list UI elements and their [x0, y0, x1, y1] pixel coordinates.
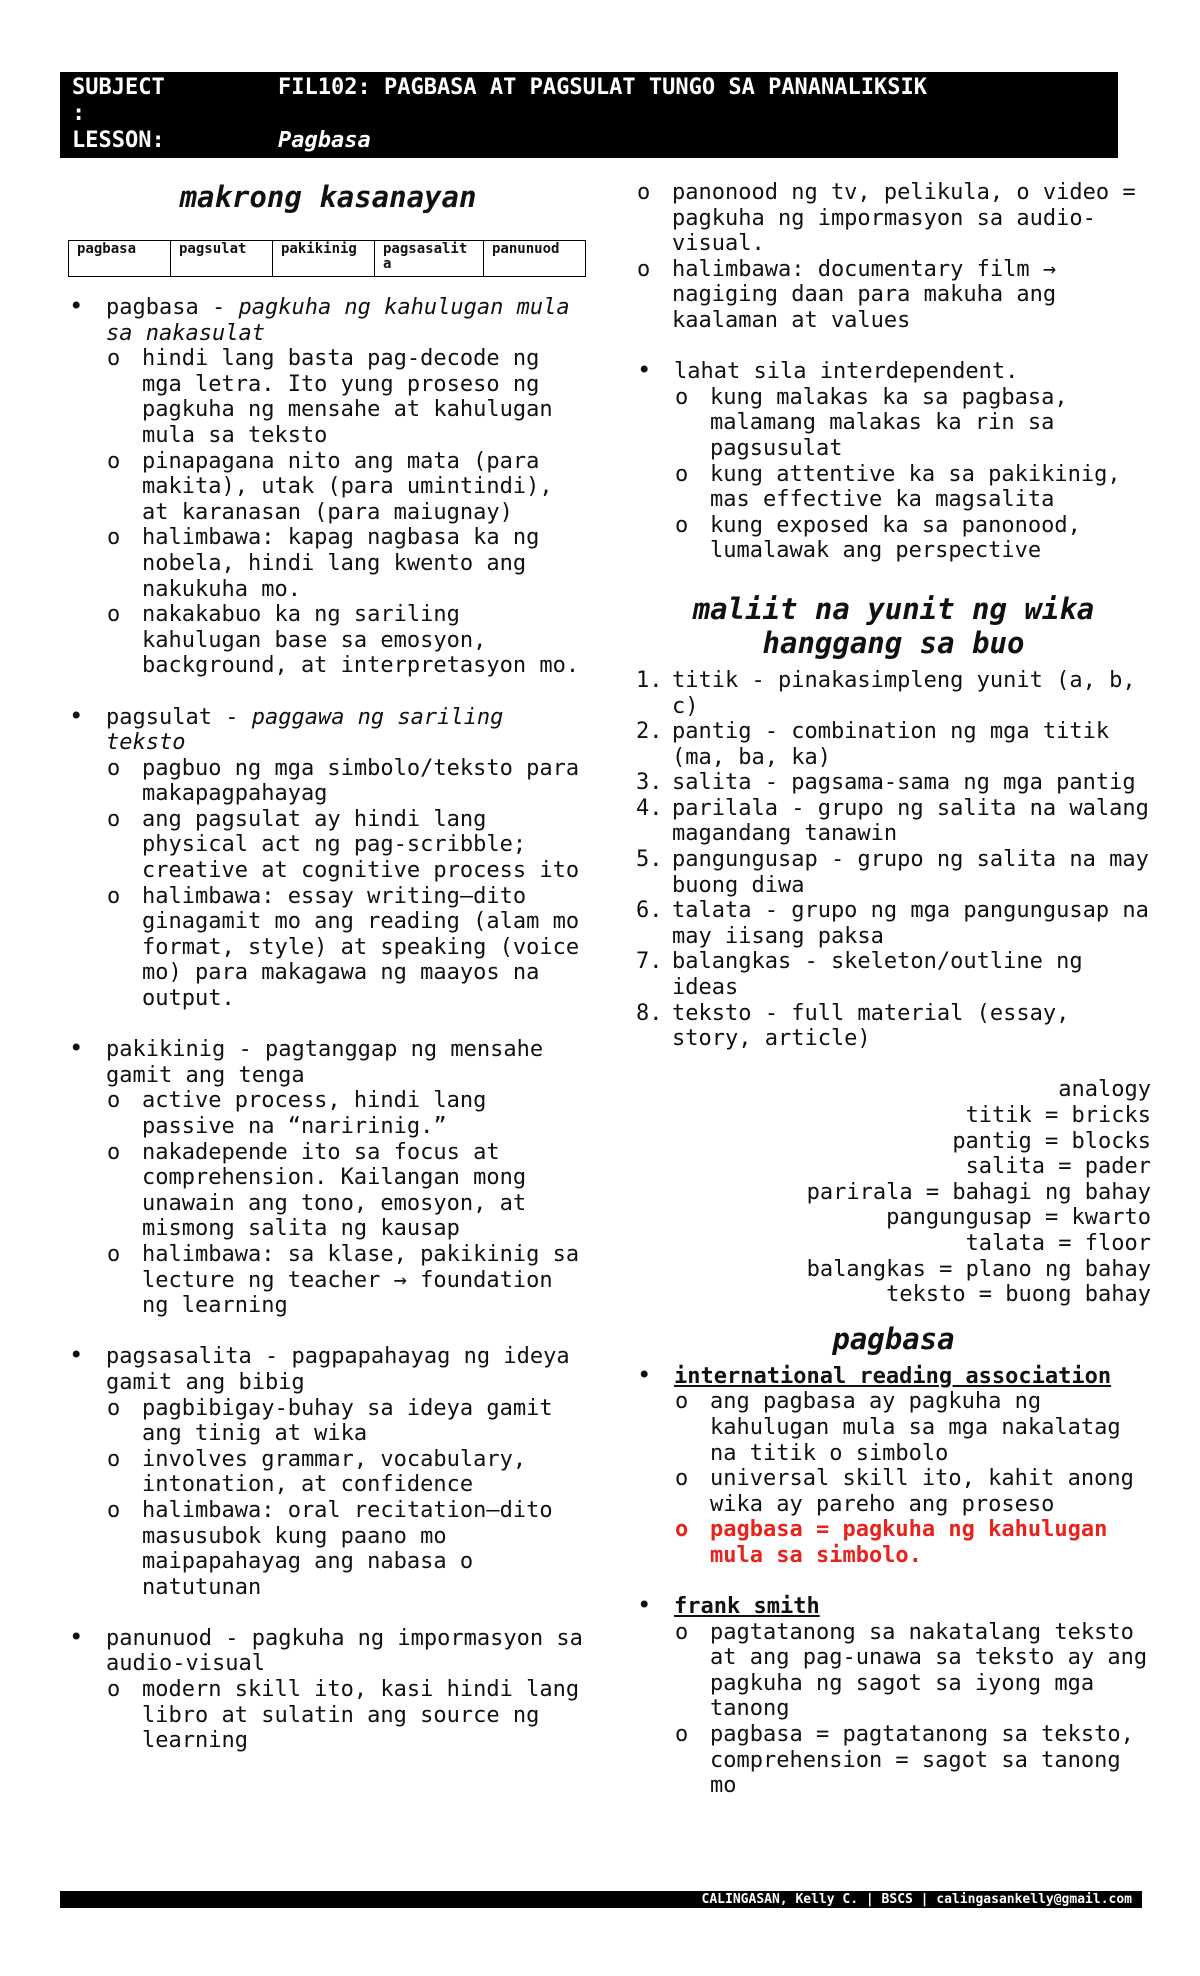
subject-header [60, 72, 1118, 158]
sub-item-text: nakakabuo ka ng sariling kahulugan base sa emosyon, background, at interpretasyon mo. [142, 602, 580, 679]
circle-bullet-icon: o [107, 1395, 121, 1421]
bullet-icon: • [69, 292, 84, 320]
circle-bullet-icon: o [637, 256, 651, 282]
unit-item [636, 719, 1151, 770]
section-title-yunit-ng-wika: maliit na yunit ng wika hanggang sa buo [692, 591, 1095, 660]
subject-colon: : [72, 101, 86, 126]
sub-list-item [106, 449, 588, 526]
sub-list-item [106, 1088, 588, 1139]
sub-item-text: modern skill ito, kasi hindi lang libro at sulatin ang source ng learning [142, 1677, 580, 1754]
sub-item-text: pagbibigay-buhay sa ideya gamit ang tinig at wika [142, 1395, 553, 1447]
circle-bullet-icon: o [107, 1446, 121, 1472]
sub-list [674, 1389, 1151, 1568]
sub-item-text: pagtatanong sa nakatalang teksto at ang pag-unawa sa teksto ay ang pagkuha ng sagot sa iyong mga tanong [710, 1619, 1148, 1722]
unit-text: pangungusap - grupo ng salita na may buong diwa [672, 847, 1149, 898]
circle-bullet-icon: o [637, 180, 651, 205]
unit-text: titik - pinakasimpleng yunit (a, b, c) [672, 667, 1136, 719]
sub-item-text: ang pagsulat ay hindi lang physical act ng pag-scribble; creative at cognitive process ito [142, 806, 580, 884]
sub-item-text: universal skill ito, kahit anong wika ay pareho ang proseso [710, 1466, 1134, 1517]
circle-bullet-icon: o [107, 1497, 121, 1523]
sub-list [106, 1677, 588, 1754]
sub-list-item [674, 1722, 1151, 1799]
units-list [636, 668, 1151, 1052]
skill-separator: - [251, 1344, 292, 1370]
footer-bar [60, 1891, 1142, 1908]
footer-text: CALINGASAN, Kelly C. | BSCS | calingasankelly@gmail.com [701, 1892, 1132, 1907]
sub-list [674, 385, 1151, 564]
skills-table-cell: pagbasa [69, 241, 171, 277]
sub-list [106, 756, 588, 1012]
analogy-line: titik = bricks [965, 1103, 1151, 1128]
analogy-line: balangkas = plano ng bahay [806, 1256, 1151, 1282]
analogy-title: analogy [1058, 1077, 1151, 1103]
sub-list-item [674, 462, 1151, 513]
unit-text: salita - pagsama-sama ng mga pantig [672, 770, 1136, 796]
skill-term: pagsasalita [106, 1344, 252, 1370]
skill-term: pagbasa [106, 295, 199, 320]
interdependent-text: lahat sila interdependent. [674, 359, 1019, 385]
sub-list [106, 346, 588, 679]
unit-text: talata - grupo ng mga pangungusap na may iisang paksa [672, 898, 1149, 949]
skills-table-row [69, 241, 586, 277]
circle-bullet-icon: o [107, 1677, 121, 1703]
right-column [636, 180, 1151, 1799]
list-number: 2. [636, 719, 663, 745]
skill-term: panunuod [106, 1625, 212, 1651]
sub-list-item [106, 1140, 588, 1242]
subject-value: FIL102: PAGBASA AT PAGSULAT TUNGO SA PANANALIKSIK [278, 75, 928, 100]
list-number: 6. [636, 898, 663, 924]
list-number: 7. [636, 949, 663, 975]
skill-definition: pagtanggap ng mensahe gamit ang tenga [106, 1037, 544, 1088]
skills-list [68, 292, 588, 1754]
bullet-icon: • [69, 701, 84, 730]
circle-bullet-icon: o [107, 448, 121, 474]
circle-bullet-icon: o [107, 1241, 121, 1267]
sub-item-text: ang pagbasa ay pagkuha ng kahulugan mula sa mga nakalatag na titik o simbolo [710, 1389, 1121, 1466]
sub-list-item [636, 257, 1151, 334]
circle-bullet-icon: o [675, 1389, 689, 1415]
list-item [636, 356, 1151, 564]
list-item [68, 1034, 588, 1319]
sub-list-item [106, 346, 588, 448]
analogy-line: talata = floor [965, 1230, 1151, 1256]
unit-item [636, 898, 1151, 949]
sub-list-item [106, 1242, 588, 1319]
list-number: 3. [636, 770, 663, 796]
panunuod-continued-list [636, 180, 1151, 334]
sub-list-item [106, 602, 588, 679]
analogy-block [636, 1077, 1151, 1307]
skills-table [68, 240, 586, 277]
skill-separator: - [211, 704, 252, 730]
sub-item-text: kung exposed ka sa panonood, lumalawak ang perspective [710, 512, 1081, 564]
sub-list-item [106, 525, 588, 602]
analogy-line: teksto = buong bahay [886, 1282, 1151, 1308]
sub-list [106, 1088, 588, 1318]
list-item [68, 1341, 588, 1600]
skill-definition: pagpapahayag ng ideya gamit ang bibig [106, 1344, 570, 1395]
sub-item-text: panonood ng tv, pelikula, o video = pagkuha ng impormasyon sa audio-visual. [672, 180, 1136, 257]
list-item [68, 701, 588, 1012]
list-item [68, 1622, 588, 1754]
bullet-icon: • [637, 1360, 652, 1389]
sub-list-item [106, 756, 588, 807]
sub-item-text: pinapagana nito ang mata (para makita), utak (para umintindi), at karanasan (para maiugnay) [142, 448, 553, 525]
circle-bullet-icon: o [107, 346, 121, 372]
circle-bullet-icon: o [675, 1722, 689, 1748]
pagbasa-definitions-list [636, 1360, 1151, 1799]
list-number: 8. [636, 1000, 663, 1026]
sub-item-text: involves grammar, vocabulary, intonation, at confidence [142, 1446, 527, 1498]
skill-term: pakikinig [106, 1037, 226, 1063]
bullet-icon: • [69, 1622, 84, 1651]
unit-item [636, 668, 1151, 719]
list-item [636, 1360, 1151, 1569]
skill-separator: - [225, 1037, 265, 1063]
sub-list-item [106, 1498, 588, 1600]
analogy-line: pangungusap = kwarto [886, 1205, 1151, 1231]
sub-list-item [106, 1396, 588, 1447]
circle-bullet-icon: o [107, 883, 121, 909]
sub-item-text: active process, hindi lang passive na “naririnig.” [142, 1088, 487, 1139]
sub-list-item [106, 807, 588, 884]
sub-item-text: pagbasa = pagtatanong sa teksto, comprehension = sagot sa tanong mo [710, 1722, 1134, 1799]
sub-item-text: nakadepende ito sa focus at comprehension. Kailangan mong unawain ang tono, emosyon, at mismong salita ng kausap [142, 1139, 527, 1242]
left-column [68, 180, 588, 1754]
skills-table-cell: pagsasalita [375, 241, 484, 277]
circle-bullet-icon: o [675, 1517, 689, 1543]
sub-list [106, 1396, 588, 1601]
list-item [636, 1591, 1151, 1799]
interdependent-list [636, 356, 1151, 564]
sub-list-item [674, 1466, 1151, 1517]
unit-item [636, 770, 1151, 796]
sub-list-item [674, 1389, 1151, 1466]
circle-bullet-icon: o [107, 525, 121, 551]
bullet-icon: • [69, 1341, 84, 1370]
analogy-line: parirala = bahagi ng bahay [806, 1179, 1151, 1205]
unit-item [636, 796, 1151, 847]
skill-term: pagsulat [106, 704, 212, 730]
section-title-makrong-kasanayan: makrong kasanayan [179, 180, 477, 214]
sub-list-item [674, 513, 1151, 564]
highlight-text: pagbasa = pagkuha ng kahulugan mula sa simbolo. [710, 1517, 1108, 1568]
unit-text: teksto - full material (essay, story, article) [672, 1000, 1070, 1052]
sub-item-text: hindi lang basta pag-decode ng mga letra. Ito yung proseso ng pagkuha ng mensahe at kahulugan mula sa teksto [142, 346, 553, 448]
analogy-line: pantig = blocks [952, 1128, 1151, 1154]
sub-list-item [636, 180, 1151, 257]
circle-bullet-icon: o [675, 384, 689, 410]
bullet-icon: • [637, 1591, 652, 1620]
unit-text: parilala - grupo ng salita na walang magandang tanawin [672, 795, 1149, 847]
ira-heading: international reading association [674, 1363, 1112, 1389]
list-number: 1. [636, 667, 663, 693]
lesson-value: Pagbasa [278, 128, 371, 153]
sub-item-text: pagbuo ng mga simbolo/teksto para makapagpahayag [142, 755, 580, 807]
unit-item [636, 949, 1151, 1000]
lesson-label: LESSON: [72, 128, 165, 153]
circle-bullet-icon: o [107, 1088, 121, 1114]
unit-text: pantig - combination ng mga titik (ma, ba, ka) [672, 719, 1110, 770]
sub-list-item [674, 385, 1151, 462]
skills-table-cell: pagsulat [171, 241, 273, 277]
list-item [68, 292, 588, 679]
sub-list-item [106, 1447, 588, 1498]
circle-bullet-icon: o [107, 755, 121, 781]
skills-table-cell: panunuod [484, 241, 586, 277]
skill-definition: pagkuha ng kahulugan mula sa nakasulat [106, 295, 570, 346]
list-number: 4. [636, 795, 663, 821]
circle-bullet-icon: o [107, 806, 121, 832]
sub-list-item [674, 1620, 1151, 1722]
circle-bullet-icon: o [675, 461, 689, 487]
unit-text: balangkas - skeleton/outline ng ideas [672, 949, 1083, 1001]
sub-list-item [106, 1677, 588, 1754]
skill-definition: paggawa ng sariling teksto [106, 704, 504, 756]
sub-item-text: halimbawa: essay writing—dito ginagamit mo ang reading (alam mo format, style) at speaking (voice mo) para makagawa ng maayos na output. [142, 883, 580, 1012]
circle-bullet-icon: o [675, 512, 689, 538]
sub-list-item-highlight [674, 1517, 1151, 1568]
sub-item-text: halimbawa: kapag nagbasa ka ng nobela, hindi lang kwento ang nakukuha mo. [142, 525, 540, 602]
subject-label: SUBJECT [72, 75, 165, 100]
sub-item-text: halimbawa: documentary film → nagiging daan para makuha ang kaalaman at values [672, 256, 1057, 333]
analogy-line: salita = pader [965, 1154, 1151, 1180]
unit-item [636, 1001, 1151, 1052]
sub-list-item [106, 884, 588, 1012]
bullet-icon: • [69, 1034, 84, 1063]
sub-item-text: kung malakas ka sa pagbasa, malamang malakas ka rin sa pagsusulat [710, 384, 1068, 461]
circle-bullet-icon: o [107, 1139, 121, 1165]
circle-bullet-icon: o [107, 602, 121, 628]
sub-item-text: halimbawa: sa klase, pakikinig sa lecture ng teacher → foundation ng learning [142, 1241, 580, 1319]
circle-bullet-icon: o [675, 1619, 689, 1645]
skill-separator: - [211, 1625, 252, 1651]
skill-separator: - [198, 295, 239, 320]
circle-bullet-icon: o [675, 1466, 689, 1492]
skills-table-cell: pakikinig [273, 241, 375, 277]
sub-item-text: halimbawa: oral recitation—dito masusubok kung paano mo maipapahayag ang nabasa o natutunan [142, 1497, 553, 1600]
unit-item [636, 847, 1151, 898]
bullet-icon: • [637, 356, 652, 385]
sub-item-text: kung attentive ka sa pakikinig, mas effective ka magsalita [710, 461, 1121, 513]
section-title-pagbasa: pagbasa [832, 1321, 955, 1356]
sub-list [674, 1620, 1151, 1799]
skill-definition: pagkuha ng impormasyon sa audio-visual [106, 1625, 583, 1677]
list-number: 5. [636, 847, 663, 873]
frank-smith-heading: frank smith [674, 1594, 820, 1620]
